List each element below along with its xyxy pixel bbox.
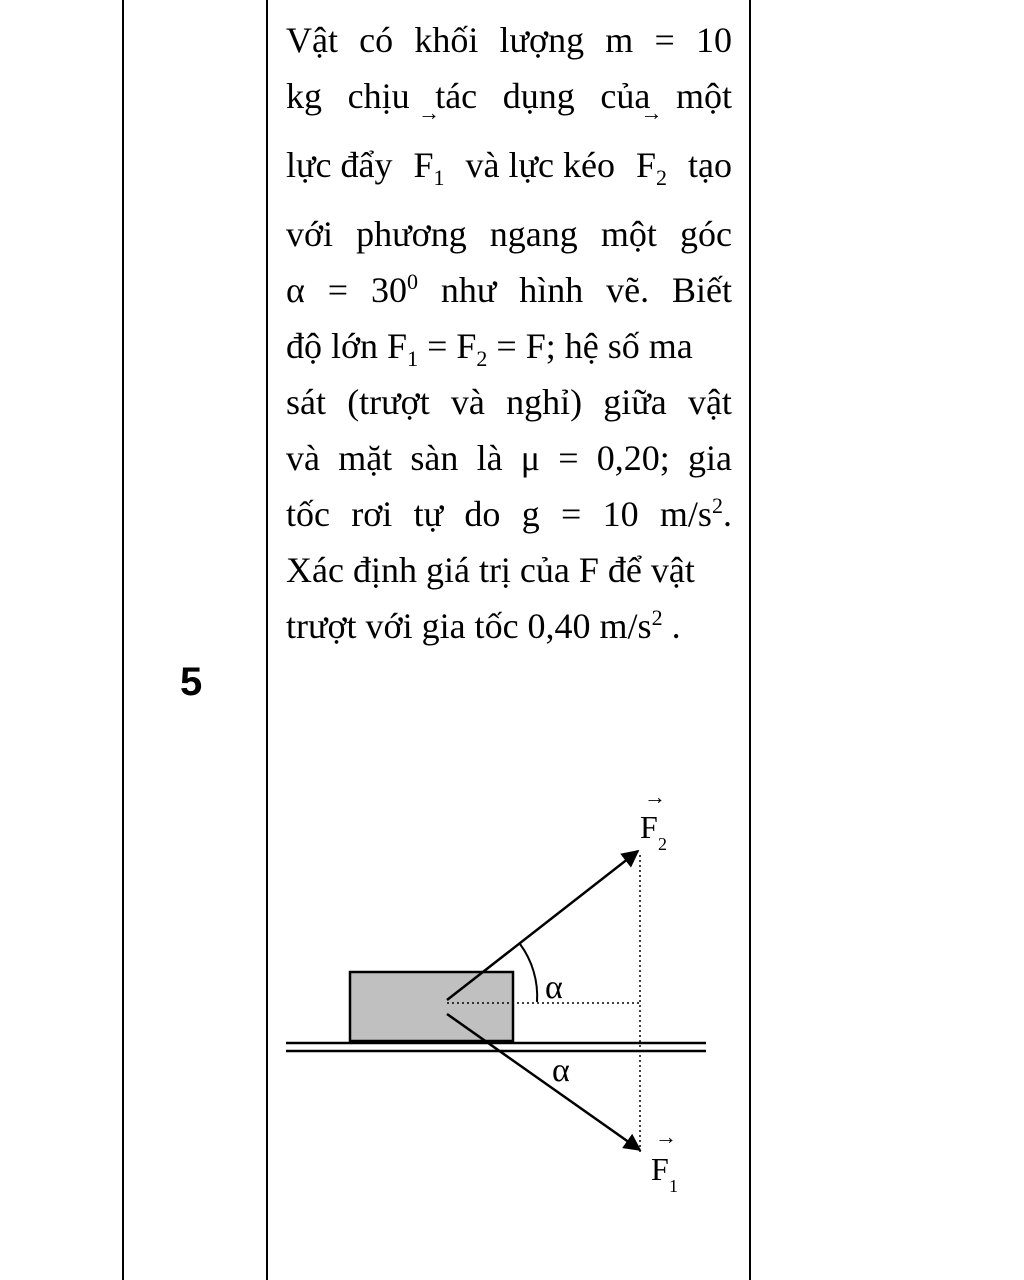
problem-line-7: sát (trượt và nghỉ) giữa vật xyxy=(286,382,732,422)
problem-line-4: với phương ngang một góc xyxy=(286,214,732,254)
problem-line-9: tốc rơi tự do g = 10 $m/s^2$. xyxy=(286,493,732,534)
problem-line-6: độ lớn $F_1 = F_2 = F$; hệ số ma xyxy=(286,326,693,372)
block xyxy=(350,972,513,1041)
problem-line-8: và mặt sàn là μ = 0,20; gia xyxy=(286,438,732,478)
f2-subscript: 2 xyxy=(658,834,667,854)
angle-arc xyxy=(520,944,537,1002)
force-f1-arrow xyxy=(447,1014,640,1150)
force-f2-arrow xyxy=(447,851,638,1000)
problem-line-2: kg chịu tác dụng của một xyxy=(286,76,732,116)
problem-line-3: lực đẩy → $F_1$ và lực kéo → $F_2$ tạo xyxy=(286,124,732,206)
problem-line-11: trượt với gia tốc 0,40 $m/s^2$ . xyxy=(286,605,681,646)
angle-label-bottom: α xyxy=(552,1052,570,1089)
problem-line-1: Vật có khối lượng m = 10 xyxy=(286,20,732,60)
f1-vector-arrow: → xyxy=(655,1124,677,1149)
problem-line-10: Xác định giá trị của F để vật xyxy=(286,550,695,590)
f1-label: F xyxy=(651,1151,669,1187)
f2-label: F xyxy=(640,809,658,845)
vector-f2-inline: → $F_2$ xyxy=(635,100,667,191)
problem-line-5: α = $30^0$ như hình vẽ. Biết xyxy=(286,269,732,310)
question-number: 5 xyxy=(180,660,203,704)
angle-label-top: α xyxy=(545,969,563,1006)
f2-vector-arrow: → xyxy=(644,784,666,809)
vector-f1-inline: → $F_1$ xyxy=(413,100,445,191)
f1-subscript: 1 xyxy=(669,1176,678,1196)
